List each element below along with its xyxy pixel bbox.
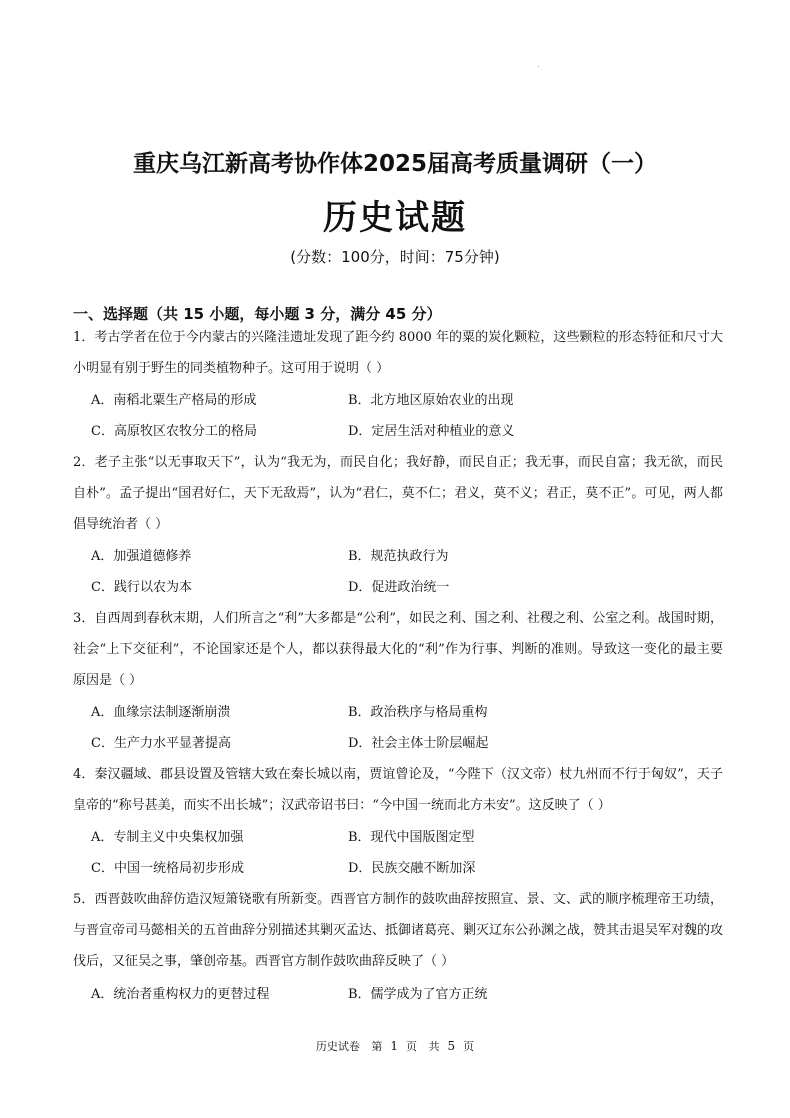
question-1-stem: 1．考古学者在位于今内蒙古的兴隆洼遗址发现了距今约 8000 年的粟的炭化颗粒，这些颗粒的形态特征和尺寸大小明显有别于野生的同类植物种子。这可用于说明（ ）	[73, 330, 723, 376]
question-5-stem: 5．西晋鼓吹曲辞仿造汉短箫铙歌有所新变。西晋官方制作的鼓吹曲辞按照宣、景、文、武的顺序梳理帝王功绩，与晋宣帝司马懿相关的五首曲辞分别描述其剿灭孟达、抵御诸葛亮、剿灭辽东公孙渊之战，赞其击退吴军对魏的攻伐后，又征吴之事，肇创帝基。西晋官方制作鼓吹曲辞反映了（ ）	[73, 892, 724, 969]
footer-page-prefix: 第	[371, 1040, 383, 1053]
question-2-option-d: D．促进政治统一	[348, 580, 450, 595]
question-1-option-d: D．定居生活对种植业的意义	[348, 424, 515, 439]
footer-total-prefix: 共	[428, 1040, 440, 1053]
exam-title: 重庆乌江新高考协作体2025届高考质量调研（一）	[132, 151, 657, 177]
footer-subject: 历史试卷	[315, 1040, 360, 1053]
question-2-option-a: A．加强道德修养	[91, 549, 192, 564]
question-2-stem: 2．老子主张“以无事取天下”，认为“我无为，而民自化；我好静，而民自正；我无事，而民自富；我无欲，而民自朴”。孟子提出“国君好仁，天下无敌焉”，认为“君仁，莫不仁；君义，莫不义；君正，莫不正”。可见，两人都倡导统治者（ ）	[73, 455, 723, 532]
question-3-stem: 3．自西周到春秋末期，人们所言之“利”大多都是“公利”，如民之利、国之利、社稷之利、公室之利。战国时期，社会“上下交征利”，不论国家还是个人，都以获得最大化的“利”作为行事、判断的准则。导致这一变化的最主要原因是（ ）	[73, 611, 723, 688]
question-2-option-c: C．践行以农为本	[91, 580, 192, 595]
question-3-option-d: D．社会主体士阶层崛起	[348, 736, 489, 751]
question-3-option-a: A．血缘宗法制逐渐崩溃	[91, 705, 231, 720]
question-4-option-b: B．现代中国版图定型	[348, 830, 475, 845]
footer-page-unit: 页	[406, 1040, 417, 1053]
question-1-option-b: B．北方地区原始农业的出现	[348, 393, 514, 408]
scan-dot	[538, 66, 539, 67]
question-3-option-b: B．政治秩序与格局重构	[348, 705, 488, 720]
subject-title: 历史试题	[323, 198, 467, 238]
page-footer	[0, 1038, 790, 1054]
question-2-option-b: B．规范执政行为	[348, 549, 449, 564]
question-4-option-a: A．专制主义中央集权加强	[91, 830, 244, 845]
question-3-option-c: C．生产力水平显著提高	[91, 736, 231, 751]
question-5-option-b: B．儒学成为了官方正统	[348, 987, 488, 1002]
question-1-option-c: C．高原牧区农牧分工的格局	[91, 424, 257, 439]
question-4-stem: 4．秦汉疆域、郡县设置及管辖大致在秦长城以南，贾谊曾论及，“今陛下（汉文帝）杖九州而不行于匈奴”，天子皇帝的“称号甚美，而实不出长城”；汉武帝诏书曰：“今中国一统而北方未安”。这反映了（ ）	[73, 767, 723, 813]
footer-page-number: 1	[390, 1039, 398, 1053]
question-1-option-a: A．南稻北粟生产格局的形成	[91, 393, 257, 408]
footer-total-pages: 5	[447, 1039, 456, 1053]
section-heading: 一、选择题（共 15 小题，每小题 3 分，满分 45 分）	[73, 305, 442, 323]
exam-info: (分数：100分，时间：75分钟)	[290, 248, 500, 266]
question-4-option-c: C．中国一统格局初步形成	[91, 861, 244, 876]
question-5-option-a: A．统治者重构权力的更替过程	[91, 987, 270, 1002]
footer-total-unit: 页	[463, 1040, 475, 1053]
question-4-option-d: D．民族交融不断加深	[348, 861, 476, 876]
